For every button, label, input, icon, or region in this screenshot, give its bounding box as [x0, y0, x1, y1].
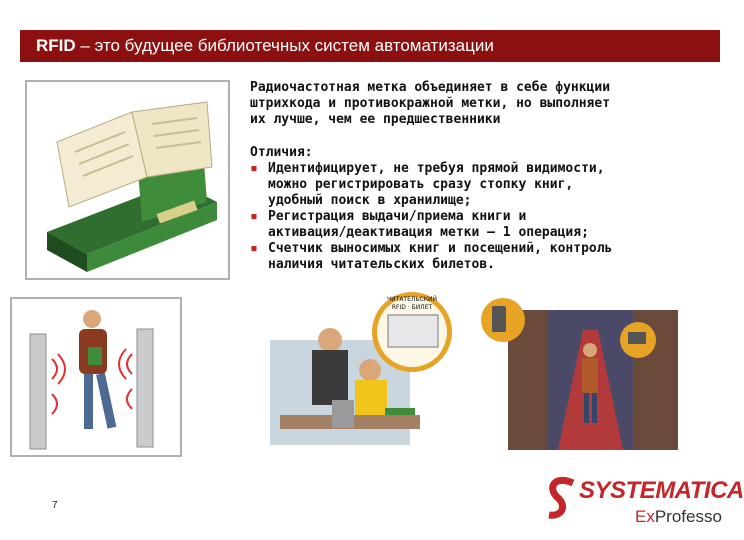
slide-title-bold: RFID	[36, 36, 76, 55]
intro-line: Радиочастотная метка объединяет в себе функции	[250, 80, 611, 95]
security-gate-illustration	[10, 297, 182, 457]
differences-heading: Отличия:	[250, 145, 313, 160]
card-line1: ЧИТАТЕЛЬСКИЙ	[387, 296, 437, 303]
reader-icon	[478, 290, 678, 450]
logo-word: SYSTEMATICA	[579, 477, 744, 504]
intro-line: их лучше, чем ее предшественники	[250, 112, 501, 127]
rfid-reader-illustration	[478, 290, 678, 450]
desk-icon	[240, 290, 460, 450]
list-item-line: ▪ Идентифицирует, не требуя прямой видимости,	[268, 161, 605, 176]
card-line2: RFID · БИЛЕТ	[391, 304, 433, 311]
logo-subtitle	[635, 507, 722, 527]
book-illustration	[25, 80, 230, 280]
logo-icon	[545, 475, 579, 523]
list-item	[250, 241, 700, 273]
differences-block	[250, 145, 700, 273]
page-number: 7	[52, 500, 58, 511]
systematica-logo	[545, 475, 744, 535]
list-item-line: ▪ Счетчик выносимых книг и посещений, контроль	[268, 241, 613, 256]
intro-line: штрихкода и противокражной метки, но выполняет	[250, 96, 611, 111]
book-icon	[27, 82, 228, 278]
logo-subtitle-prefix: Ex	[635, 507, 655, 526]
logo-subtitle-rest: Professo	[654, 507, 722, 526]
list-item	[250, 161, 700, 209]
gate-icon	[12, 299, 180, 455]
intro-text	[250, 80, 700, 128]
list-item-line: удобный поиск в хранилище;	[268, 193, 472, 208]
list-item-line: активация/деактивация метки – 1 операция;	[268, 225, 589, 240]
list-item-line: можно регистрировать сразу стопку книг,	[268, 177, 574, 192]
list-item-line: ▪ Регистрация выдачи/приема книги и	[268, 209, 527, 224]
list-item	[250, 209, 700, 241]
differences-list	[250, 161, 700, 273]
slide-title-rest: – это будущее библиотечных систем автоматизации	[75, 36, 494, 55]
library-desk-illustration	[240, 290, 460, 450]
slide-title	[20, 30, 720, 62]
list-item-line: наличия читательских билетов.	[268, 257, 495, 272]
